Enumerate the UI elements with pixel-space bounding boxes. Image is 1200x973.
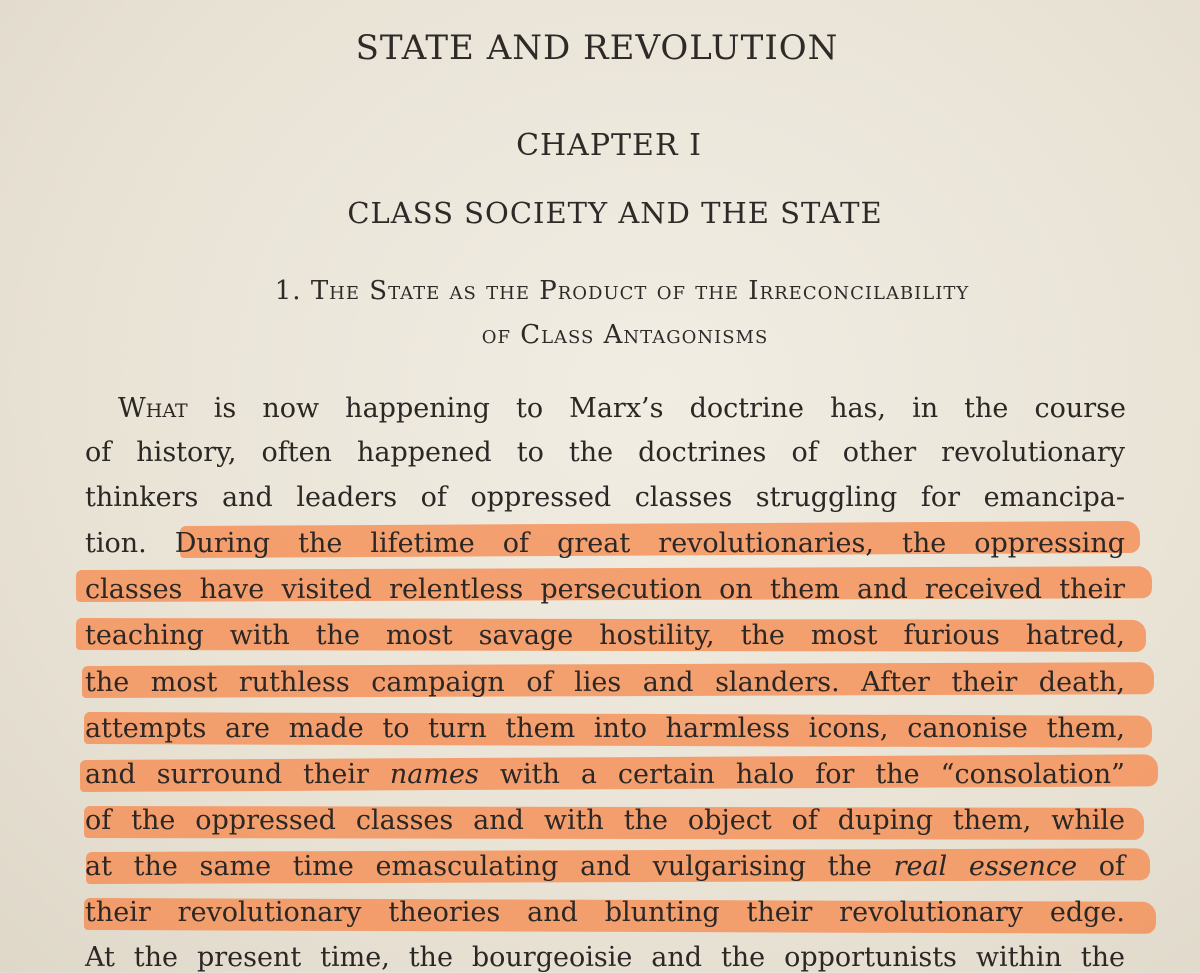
paragraph-line: classes have visited relentless persecution on them and received their xyxy=(85,574,1125,605)
book-title: STATE AND REVOLUTION xyxy=(355,28,839,68)
paragraph-line: their revolutionary theories and blunting their revolutionary edge. xyxy=(85,897,1125,928)
paragraph-line: At the present time, the bourgeoisie and the opportunists within the xyxy=(85,942,1125,973)
section-heading-line-1: 1. The State as the Product of the Irreconcilability xyxy=(274,276,970,306)
paragraph-line: What is now happening to Marx’s doctrine has, in the course xyxy=(118,393,1126,424)
emphasis-real-essence: real essence xyxy=(893,851,1078,882)
paragraph-line: of the oppressed classes and with the object of duping them, while xyxy=(85,805,1125,836)
paragraph-line: at the same time emasculating and vulgarising the real essence of xyxy=(85,851,1125,882)
paragraph-line: tion. During the lifetime of great revolutionaries, the oppressing xyxy=(85,528,1125,559)
chapter-label: CHAPTER I xyxy=(516,128,702,163)
paragraph-line: and surround their names with a certain halo for the “consolation” xyxy=(85,759,1125,790)
paragraph-line: thinkers and leaders of oppressed classes struggling for emancipa- xyxy=(85,482,1125,513)
lead-word: What xyxy=(118,393,188,424)
chapter-title: CLASS SOCIETY AND THE STATE xyxy=(347,196,883,230)
paragraph-line: attempts are made to turn them into harmless icons, canonise them, xyxy=(85,713,1125,744)
paragraph-line: of history, often happened to the doctrines of other revolutionary xyxy=(85,437,1125,468)
emphasis-names: names xyxy=(389,759,479,790)
section-heading-line-2: of Class Antagonisms xyxy=(481,320,769,350)
paragraph-line: teaching with the most savage hostility, the most furious hatred, xyxy=(85,620,1125,651)
paragraph-line: the most ruthless campaign of lies and slanders. After their death, xyxy=(85,667,1125,698)
